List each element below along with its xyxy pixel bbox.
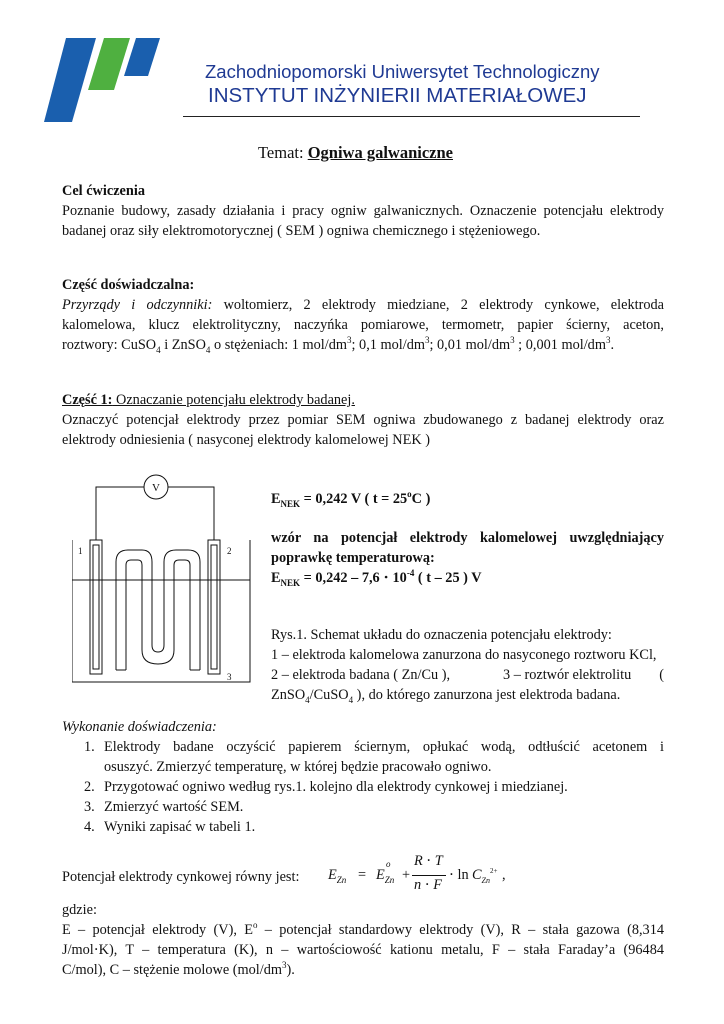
temperature-formula: wzór na potencjał elektrody kalomelowej uwzględniający poprawkę temperaturową: $E_{NEK} = 0,242 - 7,6 \cdot 10^{-4}$ ( t – 25 ) V [271, 530, 664, 588]
electrode-1 [90, 540, 102, 674]
wire-right [168, 487, 214, 540]
voltmeter-label: V [152, 482, 160, 494]
instruments-line: kalomelowa, klucz elektrolityczny, naczyńka pomiarowe, termometr, papier ścierny, aceton, [62, 317, 664, 333]
goal-section [62, 181, 664, 241]
label-electrolyte: 3 [227, 672, 232, 682]
list-item: 1. Elektrody badane oczyścić papierem ściernym, opłukać wodą, odtłuścić acetonem i osuszyć. Zmierzyć temperaturę, w której będzie pracowało ogniwo. [84, 739, 664, 775]
label-electrode-1: 1 [78, 546, 83, 556]
cell-diagram [72, 470, 257, 690]
goal-text-line: badanej oraz siły elektromotorycznej ( SEM ) ogniwa chemicznego i stężeniowego. [62, 223, 541, 239]
header-rule [183, 116, 640, 117]
figure-caption: Rys.1. Schemat układu do oznaczenia potencjału elektrody: 1 – elektroda kalomelowa zanurzona do nasyconego roztworu KCl, 2 – elektroda badana ( Zn/Cu ), 3 – roztwór elektrolitu ( ZnSO$_4$/CuSO$_4$ ), do którego zanurzona jest elektroda badana. [271, 627, 664, 705]
list-item: 2. Przygotować ogniwo według rys.1. kolejno dla elektrody cynkowej i miedzianej. [84, 779, 568, 795]
experimental-heading: Część doświadczalna: [62, 277, 195, 293]
goal-heading: Cel ćwiczenia [62, 183, 145, 199]
topic-title: Ogniwa galwaniczne [307, 143, 453, 162]
fraction-bar [412, 875, 446, 876]
goal-text-line: Poznanie budowy, zasady działania i pracy ogniw galwanicznych. Oznaczenie potencjału elektrody [62, 203, 664, 219]
experimental-section [62, 275, 664, 355]
university-logo [44, 38, 160, 122]
e-nek-formula: $E_{NEK} = 0,242$ V ( $t = 25^oC$ ) [271, 489, 431, 509]
part1-text-line: Oznaczyć potencjał elektrody przez pomiar SEM ogniwa zbudowanego z badanej elektrody oraz [62, 412, 664, 428]
list-item: 3. Zmierzyć wartość SEM. [84, 799, 244, 815]
institute-name: INSTYTUT INŻYNIERII MATERIAŁOWEJ [208, 84, 587, 107]
procedure-section [62, 717, 664, 837]
instruments-line: Przyrządy i odczynniki: woltomierz, 2 elektrody miedziane, 2 elektrody cynkowe, elektroda [62, 297, 664, 313]
list-item: 4. Wyniki zapisać w tabeli 1. [84, 819, 256, 835]
nernst-intro: Potencjał elektrody cynkowej równy jest: [62, 869, 300, 885]
part1-heading: Część 1: Oznaczanie potencjału elektrody badanej. [62, 392, 355, 408]
university-name: Zachodniopomorski Uniwersytet Technologiczny [205, 61, 600, 82]
topic-label: Temat: [258, 143, 304, 162]
electrode-2 [208, 540, 220, 674]
procedure-heading: Wykonanie doświadczenia: [62, 719, 217, 735]
definitions-section: gdzie: E – potencjał elektrody (V), $E^o$ – potencjał standardowy elektrody (V), R – stała gazowa (8,314 J/mol⋅K), T – temperatura (K), n – wartościowość kationu metalu, F – stała Faraday’a (96484 C/mol), C – stężenie molowe $(mol/dm^3)$. [62, 902, 664, 978]
solutions-line: roztwory: CuSO$_4$ i ZnSO$_4$ o stężeniach: 1 mol/$dm^3$; 0,1 mol/$dm^3$; 0,01 mol/$dm^3$ ; 0,001 mol/$dm^3$. [62, 335, 615, 355]
salt-bridge [116, 550, 200, 670]
label-electrode-2: 2 [227, 546, 232, 556]
nernst-equation: $E_{Zn}$ = $E_{Zn}$ o + R ⋅ T n ⋅ F ⋅ ln $C_{Zn}^{2+}$ , [328, 853, 506, 893]
procedure-list [62, 737, 664, 837]
topic-line [258, 143, 453, 163]
wire-left [96, 487, 144, 540]
part1-text-line: elektrody odniesienia ( nasyconej elektrody kalomelowej NEK ) [62, 432, 431, 448]
part1-section [62, 390, 664, 450]
instruments-label: Przyrządy i odczynniki: [62, 297, 213, 313]
